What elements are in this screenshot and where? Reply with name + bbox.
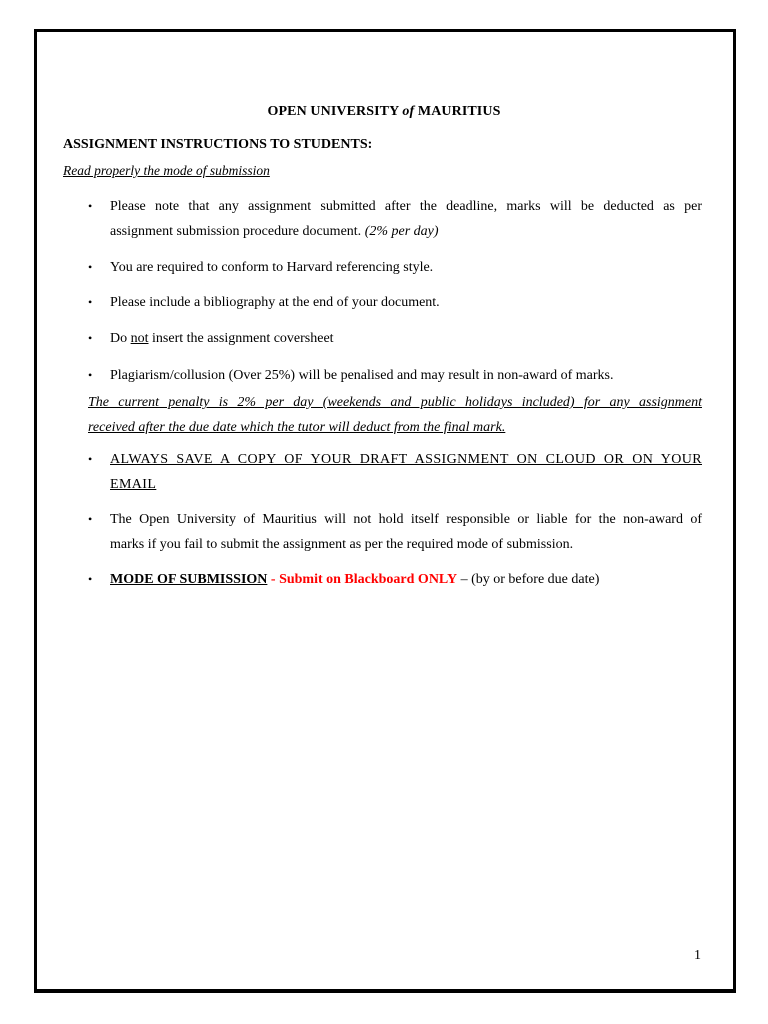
list-item-bibliography: Please include a bibliography at the end of your document.	[110, 295, 440, 310]
mode-of-submission-label: MODE OF SUBMISSION	[110, 572, 268, 587]
list-item-coversheet: Do not insert the assignment coversheet	[110, 331, 334, 346]
bullet-icon: •	[88, 260, 93, 274]
list-item-save-copy: ALWAYS SAVE A COPY OF YOUR DRAFT ASSIGNMENT ON CLOUD OR ON YOUR EMAIL	[110, 452, 702, 492]
instructions-heading: ASSIGNMENT INSTRUCTIONS TO STUDENTS:	[63, 137, 373, 152]
bullet-icon: •	[88, 368, 93, 382]
document-title: OPEN UNIVERSITY of MAURITIUS	[267, 104, 501, 119]
list-item-responsibility: The Open University of Mauritius will not hold itself responsible or liable for the non-award of marks if you fail to submit the assignment as per the required mode of submission.	[110, 512, 702, 552]
bullet-icon: •	[88, 512, 93, 526]
submission-subheading: Read properly the mode of submission	[63, 163, 270, 178]
list-item-plagiarism: Plagiarism/collusion (Over 25%) will be penalised and may result in non-award of marks.	[110, 368, 614, 383]
bullet-icon: •	[88, 199, 93, 213]
blackboard-only-text: Submit on Blackboard ONLY	[279, 572, 458, 587]
bullet-icon: •	[88, 452, 93, 466]
page-number: 1	[694, 948, 701, 963]
list-item-harvard: You are required to conform to Harvard referencing style.	[110, 260, 434, 275]
bullet-icon: •	[88, 331, 93, 345]
penalty-note: The current penalty is 2% per day (weekends and public holidays included) for any assignment received after the due date which the tutor will deduct from the final mark.	[88, 395, 702, 435]
bullet-icon: •	[88, 572, 93, 586]
bullet-icon: •	[88, 295, 93, 309]
list-item-deadline: Please note that any assignment submitted after the deadline, marks will be deducted as per assignment submission procedure document. (2% per day)	[110, 199, 702, 239]
list-item-mode-of-submission: MODE OF SUBMISSION - Submit on Blackboard ONLY – (by or before due date)	[110, 572, 600, 587]
